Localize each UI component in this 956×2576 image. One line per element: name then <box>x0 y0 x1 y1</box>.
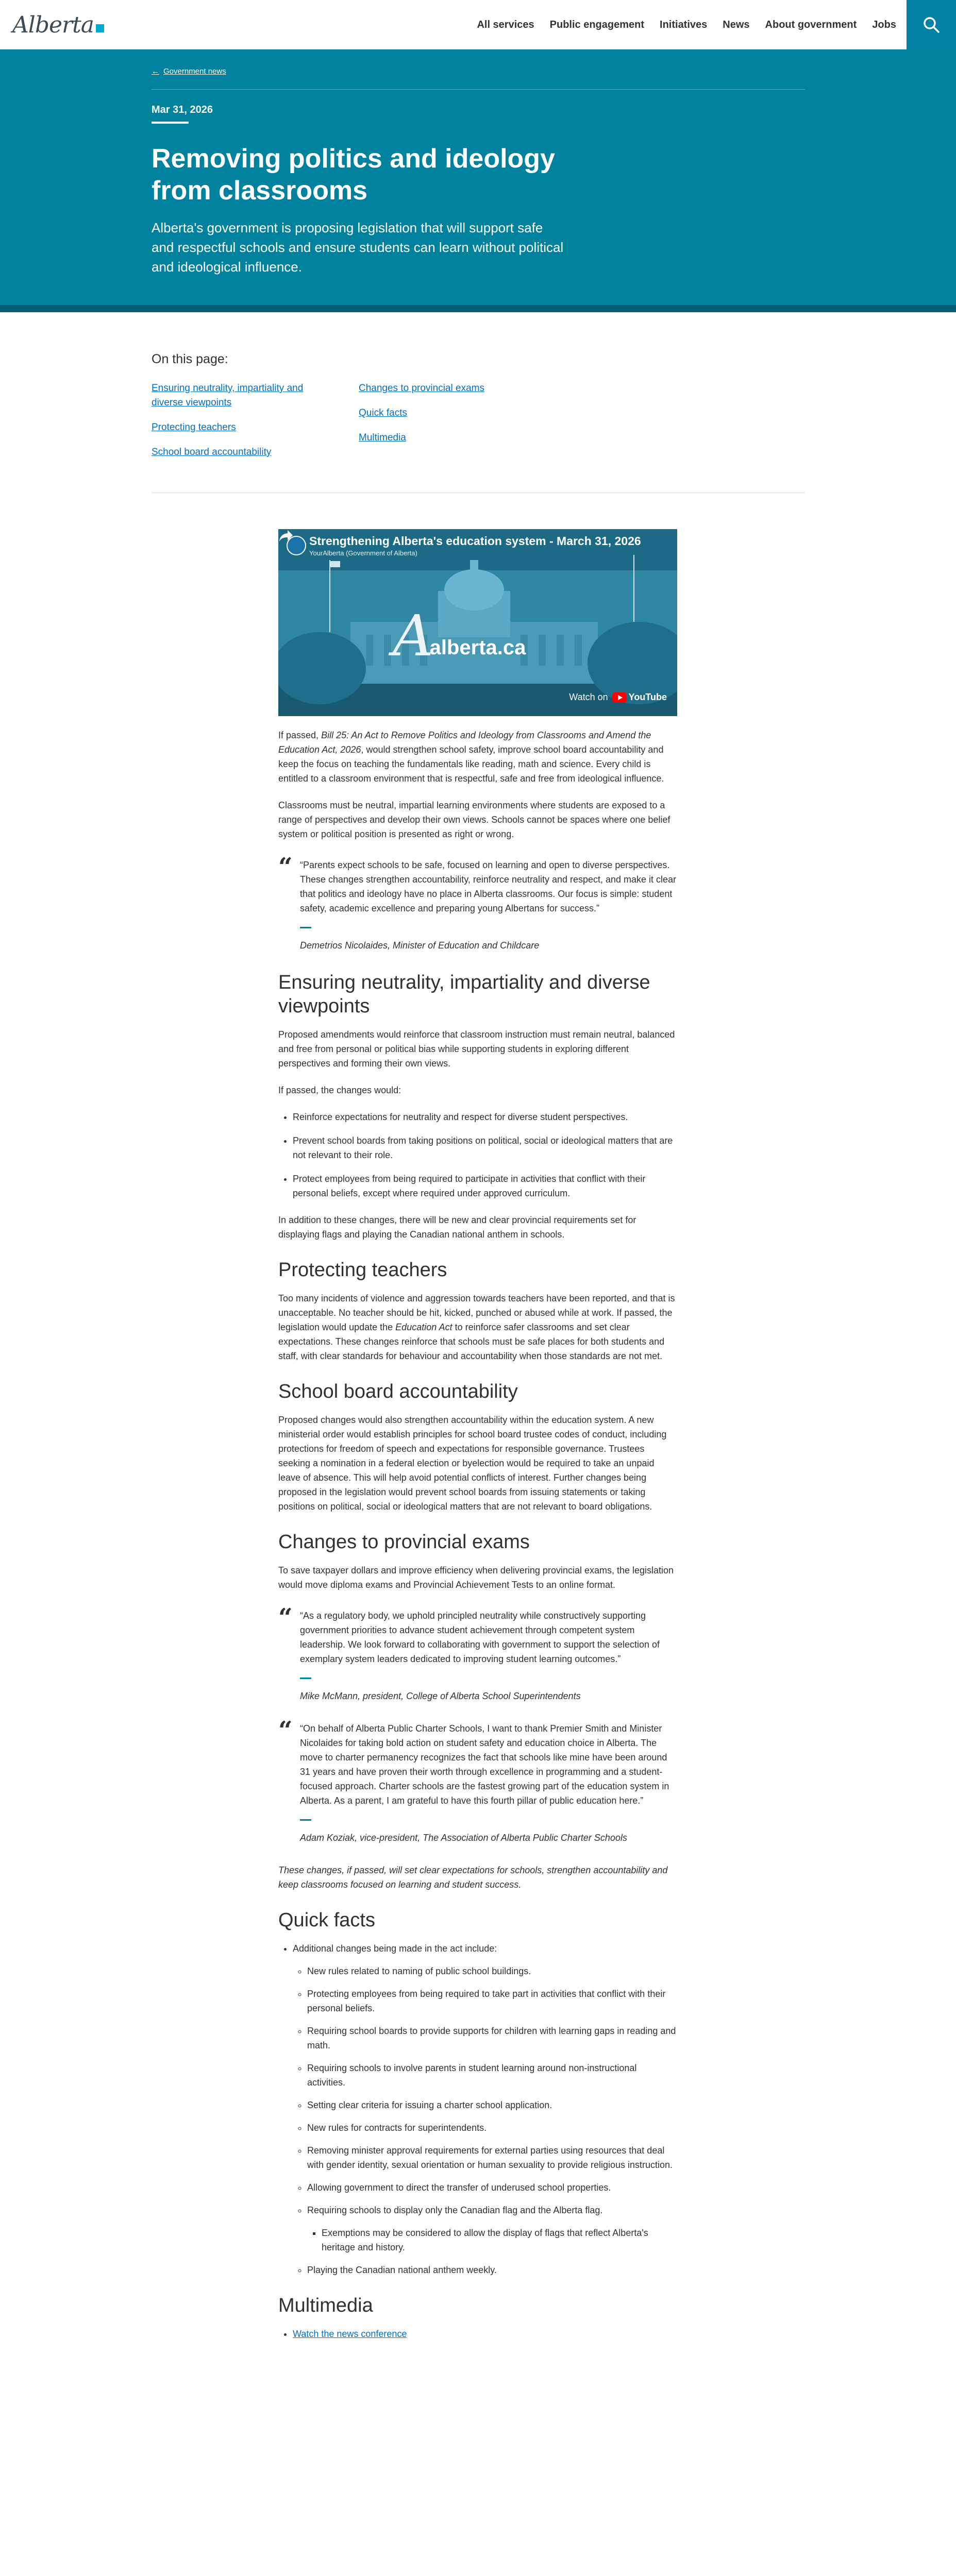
quote-mark-icon: “ <box>278 1716 293 1745</box>
quote-attribution: Demetrios Nicolaides, Minister of Education and Childcare <box>300 940 540 951</box>
list-item: ▪ Exemptions may be considered to allow the display of flags that reflect Alberta's heritage and history. <box>322 2226 677 2255</box>
teachers-paragraph: Too many incidents of violence and aggression towards teachers have been reported, and that is unacceptable. No teacher should be hit, kicked, punched or abused while at work. If passed, the legislation would update the Education Act to reinforce safer classrooms and set clear expectations. These changes reinforce that schools must be safe places for both students and staff, with clear standards for behaviour and accountability when those standards are not met. <box>278 1293 675 1361</box>
multimedia-list <box>293 2327 677 2341</box>
nav-initiatives[interactable]: Initiatives <box>660 19 708 30</box>
toc-link-accountability[interactable]: School board accountability <box>152 447 272 457</box>
list-item: ◦ Protecting employees from being required to take part in activities that conflict with their personal beliefs. <box>307 1987 677 2015</box>
video-thumbnail <box>278 529 677 716</box>
toc-link-exams[interactable]: Changes to provincial exams <box>359 383 484 394</box>
intro-paragraph-1: If passed, Bill 25: An Act to Remove Politics and Ideology from Classrooms and Amend the Education Act, 2026, would strengthen school safety, improve school board accountability and keep the focus on teaching the fundamentals like reading, math and science. Every child is entitled to a classroom environment that is respectful, safe and free from ideological influence. <box>278 730 664 784</box>
exams-paragraph: To save taxpayer dollars and improve efficiency when delivering provincial exams, the legislation would move diploma exams and Provincial Achievement Tests to an online format. <box>278 1565 674 1590</box>
flag-sublist <box>322 2226 677 2255</box>
on-this-page-title: On this page: <box>152 352 228 366</box>
list-item: ◦ Requiring school boards to provide supports for children with learning gaps in reading and math. <box>307 2024 677 2053</box>
toc-link-multimedia[interactable]: Multimedia <box>359 432 406 443</box>
quick-facts-list <box>293 1941 677 2277</box>
nav-jobs[interactable]: Jobs <box>872 19 896 30</box>
heading-accountability: School board accountability <box>278 1381 518 1402</box>
hero-banner <box>0 49 956 312</box>
list-item: ◦ Allowing government to direct the transfer of underused school properties. <box>307 2180 677 2195</box>
video-channel: YourAlberta (Government of Alberta) <box>309 549 417 557</box>
neutrality-list <box>293 1110 677 1200</box>
quote-divider <box>300 1677 311 1679</box>
quote-divider <box>300 927 311 928</box>
youtube-play-icon <box>612 692 627 703</box>
date-underline <box>152 122 189 124</box>
list-item: ◦ New rules for contracts for superintendents. <box>307 2121 677 2135</box>
quote-superintendents <box>278 1603 677 1703</box>
hero-divider <box>152 89 805 90</box>
list-item: ◦ Playing the Canadian national anthem weekly. <box>307 2263 677 2277</box>
intro-paragraph-2: Classrooms must be neutral, impartial learning environments where students are exposed to a range of perspectives and develop their own views. Schools cannot be spaces where one belief system or political position is presented as right or wrong. <box>278 800 670 839</box>
nav-public-engagement[interactable]: Public engagement <box>549 19 645 30</box>
quote-text: “Parents expect schools to be safe, focused on learning and open to diverse perspectives. These changes strengthen accountability, reinforce neutrality and respect, and make it clear that politics and ideology have no place in Alberta classrooms. Our focus is simple: student safety, academic excellence and preparing young Albertans for success.” <box>300 860 677 913</box>
quote-charter-schools <box>278 1716 677 1844</box>
quote-text: “As a regulatory body, we uphold principled neutrality while constructively supporting government priorities to advance student achievement through competent system leadership. We look forward to collaborating with government to support the selection of exemplary system leaders dedicated to improving student learning outcomes.” <box>300 1611 660 1664</box>
share-icon[interactable] <box>278 529 294 543</box>
news-conference-link[interactable]: Watch the news conference <box>293 2329 407 2339</box>
heading-neutrality: Ensuring neutrality, impartiality and diverse viewpoints <box>278 972 650 1017</box>
quote-attribution: Adam Koziak, vice-president, The Association of Alberta Public Charter Schools <box>300 1833 627 1843</box>
heading-quick-facts: Quick facts <box>278 1909 375 1931</box>
neutrality-paragraph-1: Proposed amendments would reinforce that classroom instruction must remain neutral, balanced and free from personal or political bias while supporting students in exploring different perspectives and forming their own views. <box>278 1029 675 1069</box>
nav-all-services[interactable]: All services <box>477 19 534 30</box>
quote-minister <box>278 853 677 952</box>
on-this-page-col-1 <box>152 381 337 460</box>
quote-divider <box>300 1819 311 1821</box>
toc-link-neutrality[interactable]: Ensuring neutrality, impartiality and diverse viewpoints <box>152 383 304 408</box>
svg-text:A: A <box>393 603 434 669</box>
quote-attribution: Mike McMann, president, College of Alberta School Superintendents <box>300 1691 581 1701</box>
watch-on-youtube[interactable]: Watch on YouTube <box>569 692 667 702</box>
list-item: ◦ Requiring schools to involve parents in student learning around non-instructional activities. <box>307 2061 677 2090</box>
search-button[interactable] <box>907 0 956 49</box>
nav-about-government[interactable]: About government <box>765 19 857 30</box>
heading-teachers: Protecting teachers <box>278 1259 447 1281</box>
heading-exams: Changes to provincial exams <box>278 1531 530 1553</box>
neutrality-paragraph-3: In addition to these changes, there will be new and clear provincial requirements set for displaying flags and playing the Canadian national anthem in schools. <box>278 1215 636 1240</box>
page-title: Removing politics and ideology from classrooms <box>152 144 555 206</box>
neutrality-paragraph-2: If passed, the changes would: <box>278 1085 401 1095</box>
video-player[interactable] <box>278 529 677 716</box>
list-item: • Reinforce expectations for neutrality and respect for diverse student perspectives. <box>293 1110 677 1124</box>
toc-link-quick-facts[interactable]: Quick facts <box>359 408 407 418</box>
arrow-left-icon: ← <box>152 67 159 76</box>
list-item: ◦ Requiring schools to display only the Canadian flag and the Alberta flag. ▪ Exemptions may be considered to allow the display of flags that reflect Alberta's heritage and history. <box>307 2203 677 2255</box>
page-lead: Alberta's government is proposing legislation that will support safe and respectful schools and ensure students can learn without political and ideological influence. <box>152 220 564 275</box>
heading-multimedia: Multimedia <box>278 2295 373 2316</box>
closing-paragraph: These changes, if passed, will set clear expectations for schools, strengthen accountability and keep classrooms focused on learning and student success. <box>278 1865 668 1890</box>
quick-facts-sublist <box>307 1964 677 2277</box>
accountability-paragraph: Proposed changes would also strengthen accountability within the education system. A new ministerial order would establish principles for school board trustee codes of conduct, including protections for freedom of speech and expectations for responsible governance. Trustees seeking a nomination in a federal election or byelection would be required to take an unpaid leave of absence. This will help avoid potential conflicts of interest. Further changes being proposed in the legislation would prevent school boards from issuing statements or taking positions on political, social or ideological matters that are not relevant to board obligations. <box>278 1415 667 1512</box>
youtube-logo: YouTube <box>612 692 667 703</box>
video-overlay-text: alberta.ca <box>429 636 526 659</box>
main-nav <box>477 0 896 49</box>
on-this-page-col-2 <box>359 381 544 445</box>
quote-mark-icon: “ <box>278 853 293 882</box>
video-title[interactable]: Strengthening Alberta's education system - March 31, 2026 <box>309 534 641 548</box>
list-item: ◦ New rules related to naming of public school buildings. <box>307 1964 677 1978</box>
site-header <box>0 0 956 49</box>
list-item: ◦ Setting clear criteria for issuing a charter school application. <box>307 2098 677 2112</box>
nav-news[interactable]: News <box>723 19 750 30</box>
list-item: • Additional changes being made in the act include: ◦ New rules related to naming of public school buildings. ◦ Protecting employees from being required to take part in activities that conflict with their personal beliefs. ◦ Requiring school boards to provide supports for children with learning gaps in reading and math. ◦ Requiring schools to involve parents in student learning around non-instructional activities. ◦ Setting clear criteria for issuing a charter school application. ◦ New rules for contracts for superintendents. ◦ Removing minister approval requirements for external parties using resources that deal with gender identity, sexual orientation or human sexuality to provide religious instruction. ◦ Allowing government to direct the transfer of underused school properties. ◦ Requiring schools to display only the Canadian flag and the Alberta flag. ▪ Exemptions may be considered to allow the display of flags that reflect Alberta's heritage and history. ◦ Playing the Canadian national anthem weekly. <box>293 1941 677 2277</box>
publish-date: Mar 31, 2026 <box>152 104 213 115</box>
list-item: • Prevent school boards from taking positions on political, social or ideological matters that are not relevant to their role. <box>293 1133 677 1162</box>
search-icon <box>923 16 940 33</box>
quote-text: “On behalf of Alberta Public Charter Schools, I want to thank Premier Smith and Minister Nicolaides for taking bold action on student safety and education choice in Alberta. The move to charter permanency recognizes the fact that schools like mine have been around 31 years and have proven their worth through excellence in programming and a student-focused approach. Charter schools are the fastest growing part of the education system in Alberta. As a parent, I am grateful to have this fourth pillar of public education here.” <box>300 1723 669 1806</box>
list-item: ◦ Removing minister approval requirements for external parties using resources that deal with gender identity, sexual orientation or human sexuality to provide religious instruction. <box>307 2143 677 2172</box>
article-body <box>278 728 677 2353</box>
list-item: • Protect employees from being required to participate in activities that conflict with their personal beliefs, except where required under approved curriculum. <box>293 1172 677 1200</box>
toc-link-teachers[interactable]: Protecting teachers <box>152 422 236 433</box>
list-item <box>293 2327 677 2341</box>
quote-mark-icon: “ <box>278 1603 293 1632</box>
alberta-logo[interactable]: Alberta <box>12 11 104 38</box>
breadcrumb[interactable]: ← Government news <box>152 67 226 76</box>
logo-square-icon <box>96 24 104 32</box>
